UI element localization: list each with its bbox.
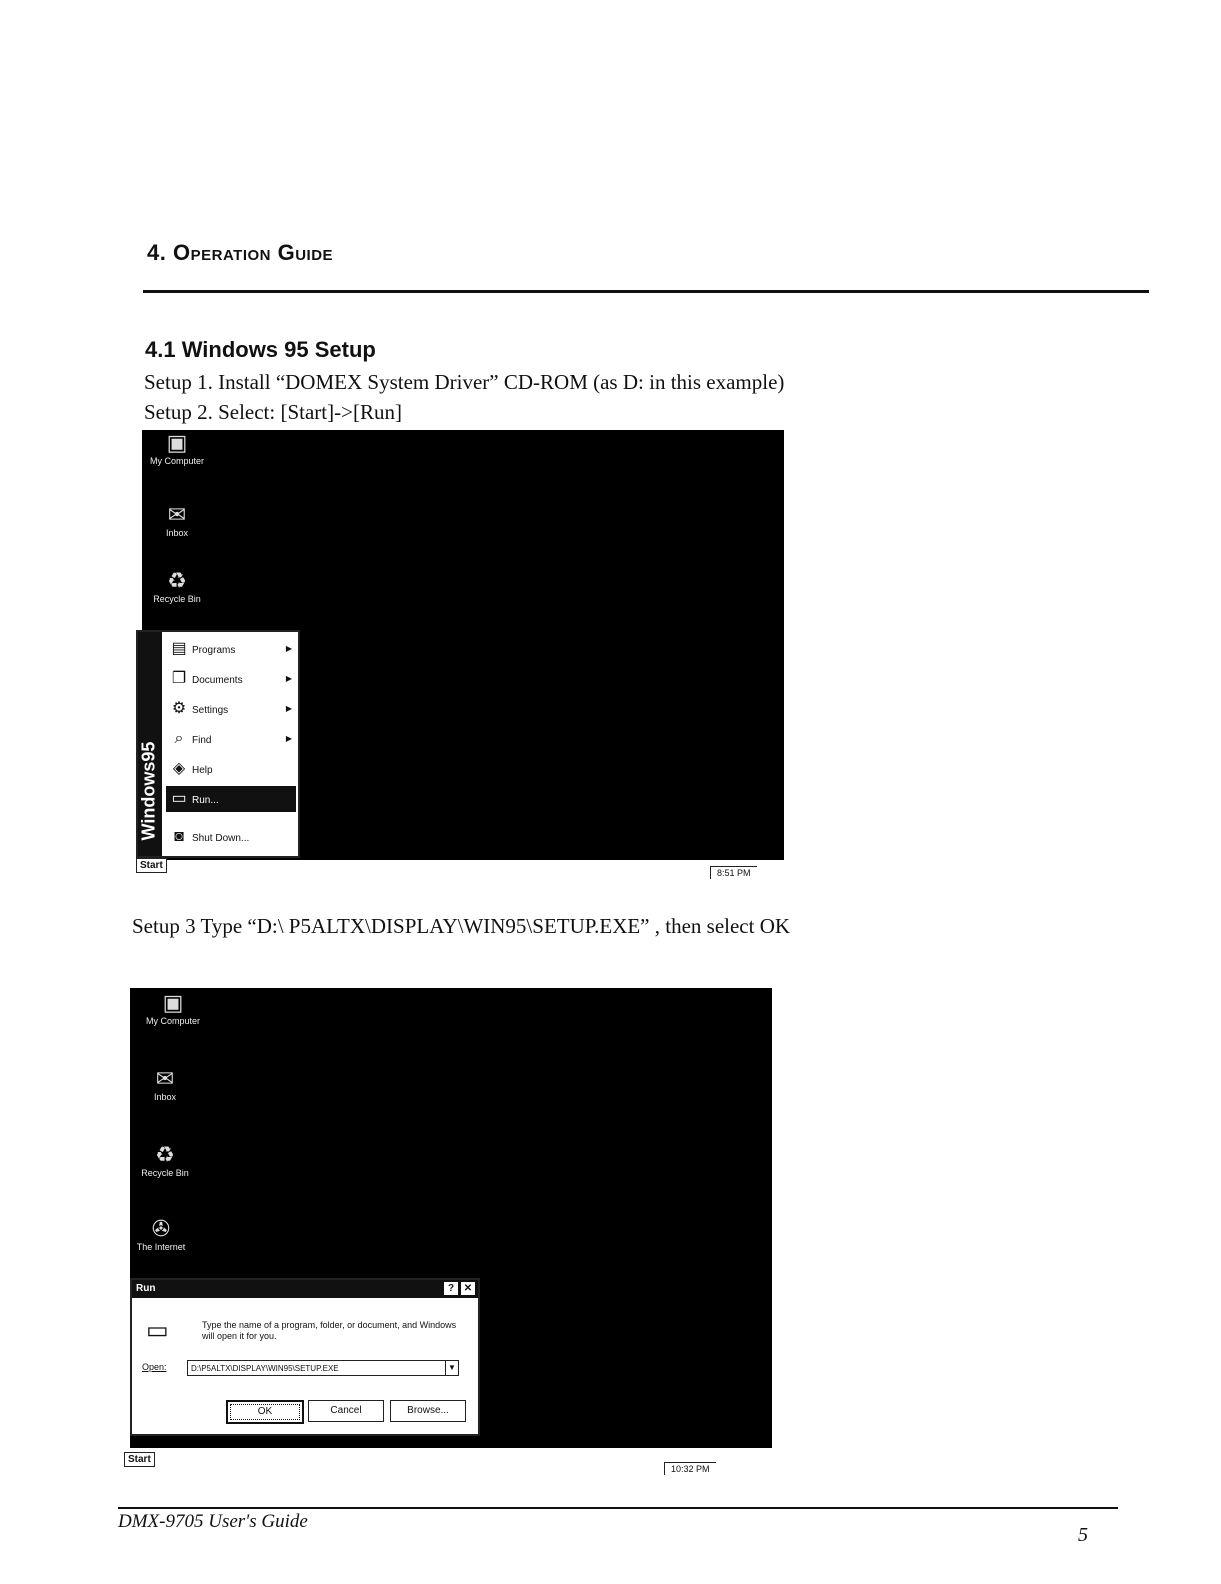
run-icon: ▭ xyxy=(146,1317,169,1344)
help-icon: ◈ xyxy=(172,760,186,777)
menu-item-label: Settings xyxy=(192,705,229,716)
section-number: 4. xyxy=(147,240,167,265)
desktop-icon-my-computer[interactable] xyxy=(128,990,218,1026)
submenu-arrow-icon: ▶ xyxy=(285,704,292,713)
desktop-icon-label: Inbox xyxy=(153,1092,177,1102)
desktop-icon-label: The Internet xyxy=(136,1242,186,1252)
menu-item-documents[interactable] xyxy=(166,666,296,692)
open-input[interactable] xyxy=(187,1360,459,1376)
submenu-arrow-icon: ▶ xyxy=(285,644,292,653)
cancel-button[interactable]: Cancel xyxy=(308,1400,384,1422)
menu-item-label: Help xyxy=(192,765,213,776)
desktop-icon-recycle-bin[interactable] xyxy=(120,1142,210,1178)
menu-item-help[interactable] xyxy=(166,756,296,782)
step-2-text: Setup 2. Select: [Start]->[Run] xyxy=(144,400,402,424)
menu-item-label: Run... xyxy=(192,795,219,806)
desktop-icon-label: My Computer xyxy=(149,456,204,466)
footer-guide-title: DMX-9705 User's Guide xyxy=(118,1511,308,1532)
start-button[interactable]: Start xyxy=(136,858,167,873)
recycle-bin-icon: ♻ xyxy=(167,568,187,593)
menu-item-label: Programs xyxy=(192,645,236,656)
page-number: 5 xyxy=(1078,1524,1088,1546)
shut-down-icon: ◙ xyxy=(174,828,184,845)
start-menu-banner xyxy=(138,632,162,856)
taskbar-clock: 10:32 PM xyxy=(664,1462,716,1475)
open-label: Open: xyxy=(142,1362,167,1372)
submenu-arrow-icon: ▶ xyxy=(285,674,292,683)
menu-item-settings[interactable] xyxy=(166,696,296,722)
desktop-icon-label: Inbox xyxy=(165,528,189,538)
help-icon[interactable]: ? xyxy=(444,1282,458,1295)
desktop-icon-label: Recycle Bin xyxy=(153,594,201,604)
inbox-icon: ✉ xyxy=(167,502,187,527)
desktop-icon-recycle-bin[interactable] xyxy=(132,568,222,604)
find-icon: ⌕ xyxy=(174,730,184,747)
step-3-text: Setup 3 Type “D:\ P5ALTX\DISPLAY\WIN95\SETUP.EXE” , then select OK xyxy=(132,914,791,938)
menu-item-label: Shut Down... xyxy=(192,833,250,844)
documents-icon: ❐ xyxy=(171,670,187,687)
desktop-icon-inbox[interactable] xyxy=(120,1066,210,1102)
desktop-icon-my-computer[interactable] xyxy=(132,430,222,466)
start-menu[interactable] xyxy=(136,630,300,858)
submenu-arrow-icon: ▶ xyxy=(285,734,292,743)
chevron-down-icon[interactable]: ▼ xyxy=(445,1361,458,1375)
run-dialog-description: Type the name of a program, folder, or document, and Windows will open it for you. xyxy=(202,1320,457,1341)
run-dialog[interactable] xyxy=(130,1278,480,1436)
browse-button[interactable]: Browse... xyxy=(390,1400,466,1422)
internet-icon: ✇ xyxy=(151,1216,171,1241)
heading-rule xyxy=(143,290,1149,293)
computer-icon: ▣ xyxy=(166,430,188,455)
screenshot-start-menu xyxy=(138,430,784,860)
recycle-bin-icon: ♻ xyxy=(155,1142,175,1167)
computer-icon: ▣ xyxy=(162,990,184,1015)
run-dialog-title: Run xyxy=(136,1283,156,1294)
screenshot-run-dialog xyxy=(130,988,772,1448)
subsection-heading: 4.1 Windows 95 Setup xyxy=(145,337,376,362)
inbox-icon: ✉ xyxy=(155,1066,175,1091)
open-input-value: D:\P5ALTX\DISPLAY\WIN95\SETUP.EXE xyxy=(191,1364,339,1373)
start-menu-banner-text: Windows95 xyxy=(138,741,159,841)
settings-icon: ⚙ xyxy=(171,700,187,717)
desktop-icon-inbox[interactable] xyxy=(132,502,222,538)
desktop-icon-the-internet[interactable] xyxy=(116,1216,206,1252)
footer-rule xyxy=(118,1507,1118,1509)
ok-button[interactable]: OK xyxy=(226,1400,304,1424)
menu-item-programs[interactable] xyxy=(166,636,296,662)
start-button[interactable]: Start xyxy=(124,1452,155,1467)
menu-item-label: Find xyxy=(192,735,212,746)
step-1-text: Setup 1. Install “DOMEX System Driver” CD-ROM (as D: in this example) xyxy=(144,370,785,394)
close-icon[interactable]: ✕ xyxy=(461,1282,475,1295)
desktop-icon-label: Recycle Bin xyxy=(141,1168,189,1178)
section-heading xyxy=(147,240,333,266)
run-dialog-titlebar[interactable] xyxy=(132,1280,478,1298)
taskbar-clock: 8:51 PM xyxy=(710,866,757,879)
menu-item-shut-down[interactable] xyxy=(166,824,296,850)
desktop-icon-label: My Computer xyxy=(145,1016,200,1026)
run-icon: ▭ xyxy=(171,790,187,807)
programs-icon: ▤ xyxy=(171,640,187,657)
section-title: Operation Guide xyxy=(172,240,334,265)
menu-item-run[interactable] xyxy=(166,786,296,812)
menu-item-find[interactable] xyxy=(166,726,296,752)
menu-item-label: Documents xyxy=(192,675,243,686)
